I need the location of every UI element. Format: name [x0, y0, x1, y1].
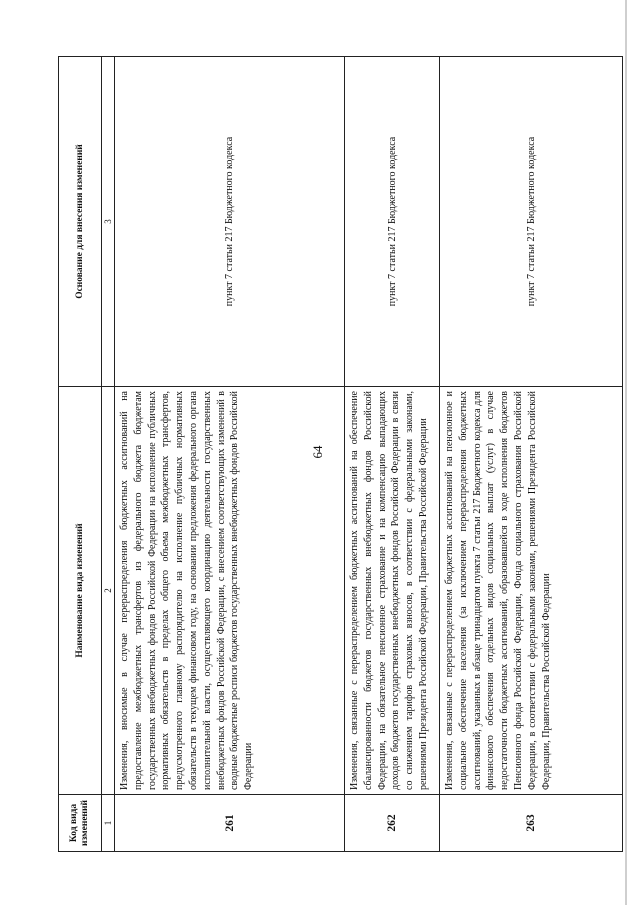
changes-table — [58, 56, 623, 852]
table-header-row — [59, 57, 102, 852]
row-basis: пункт 7 статьи 217 Бюджетного кодекса — [345, 57, 440, 387]
table-row — [115, 57, 345, 852]
row-description: Изменения, связанные с перераспределением бюджетных ассигнований на обеспечение сбалансированности бюджетов государственных внебюджетных фондов Российской Федерации, на обязательное пенсионное страхование и на компенсацию выпадающих доходов бюджетов государственных внебюджетных фондов Российской Федерации в связи со снижением тарифов страховых взносов, в соответствии с федеральными законами, решениями Президента Российской Федерации, Правительства Российской Федерации — [345, 387, 440, 795]
table-row — [345, 57, 440, 852]
header-code: Код вида изменений — [59, 795, 102, 852]
header-basis: Основание для внесения изменений — [59, 57, 102, 387]
column-number-row — [102, 57, 115, 852]
row-code: 262 — [345, 795, 440, 852]
header-name: Наименование вида изменений — [59, 387, 102, 795]
page-number: 64 — [310, 445, 325, 459]
rotated-table-wrapper — [58, 57, 620, 852]
row-code: 263 — [440, 795, 623, 852]
row-basis: пункт 7 статьи 217 Бюджетного кодекса — [115, 57, 345, 387]
column-number: 3 — [102, 57, 115, 387]
scan-edge — [625, 0, 627, 905]
table-row — [440, 57, 623, 852]
row-description: Изменения, связанные с перераспределением бюджетных ассигнований на пенсионное и социальное обеспечение населения (за исключением перераспределения бюджетных ассигнований, указанных в абзаце тринадцатом пункта 7 статьи 217 Бюджетного кодекса для финансового обеспечения отдельных видов социальных выплат (услуг) в случае недостаточности бюджетных ассигнований, образовавшейся в ходе исполнения бюджетов Пенсионного фонда Российской Федерации, Фонда социального страхования Российской Федерации, в соответствии с федеральными законами, решениями Президента Российской Федерации, Правительства Российской Федерации — [440, 387, 623, 795]
row-description: Изменения, вносимые в случае перераспределения бюджетных ассигнований на предоставление межбюджетных трансфертов из федерального бюджета бюджетам государственных внебюджетных фондов Российской Федерации на исполнение публичных нормативных обязательств в пределах общего объема межбюджетных трансфертов, предусмотренного главному распорядителю на исполнение публичных нормативных обязательств в текущем финансовом году, на основании предложения федерального органа исполнительной власти, осуществляющего координацию деятельности государственных внебюджетных фондов Российской Федерации, с внесением соответствующих изменений в сводные бюджетные росписи бюджетов государственных внебюджетных фондов Российской Федерации — [115, 387, 345, 795]
column-number: 1 — [102, 795, 115, 852]
column-number: 2 — [102, 387, 115, 795]
row-code: 261 — [115, 795, 345, 852]
row-basis: пункт 7 статьи 217 Бюджетного кодекса — [440, 57, 623, 387]
